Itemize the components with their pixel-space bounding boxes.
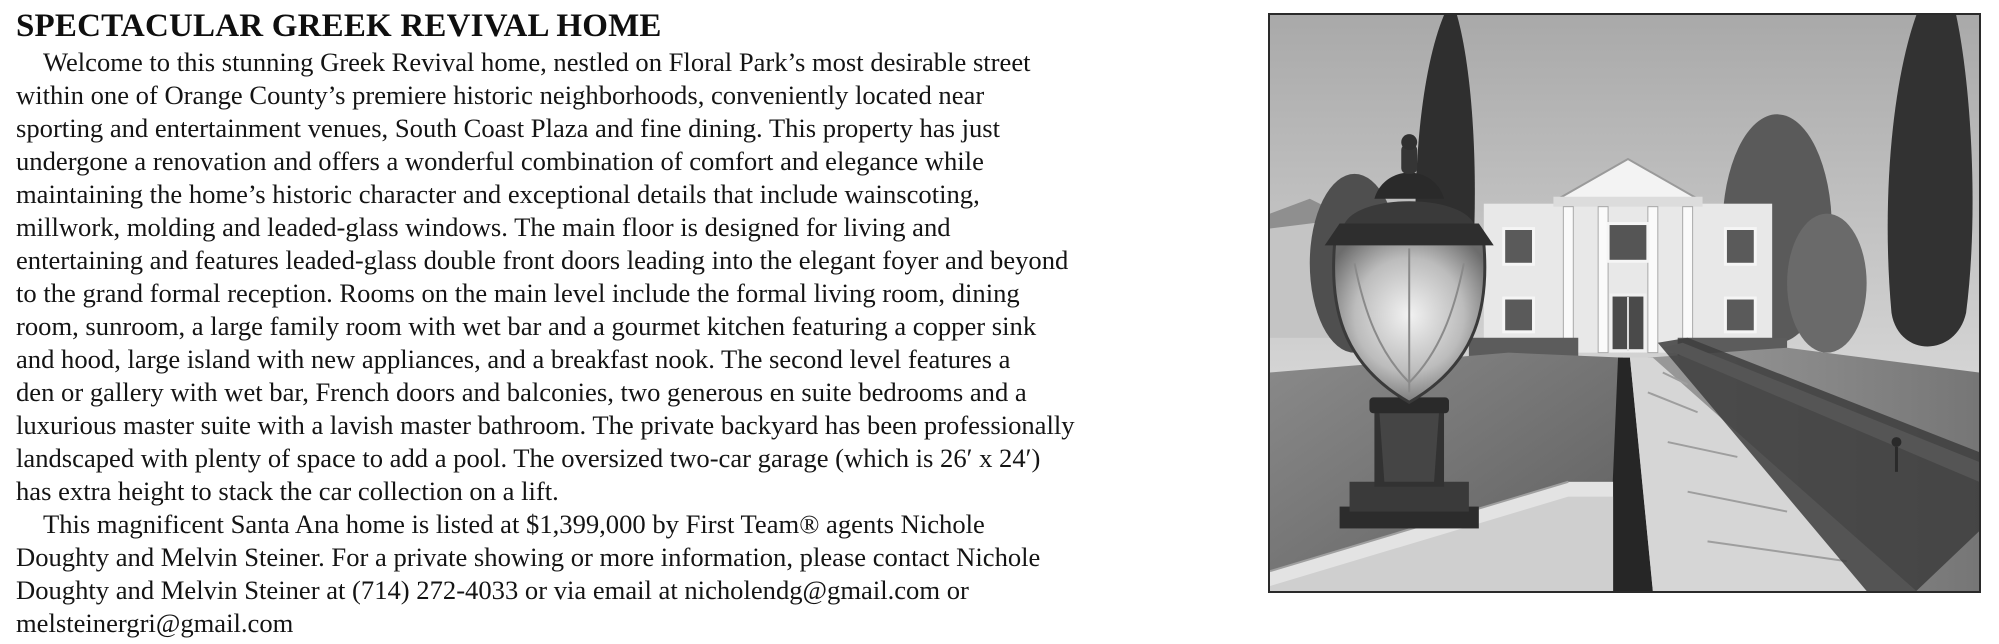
paragraph-line: undergone a renovation and offers a wonderful combination of comfort and elegance while — [16, 146, 984, 176]
paragraph-line: room, sunroom, a large family room with wet bar and a gourmet kitchen featuring a copper sink — [16, 311, 1037, 341]
window — [1725, 298, 1755, 332]
paragraph-line: den or gallery with wet bar, French doors and balconies, two generous en suite bedrooms and a — [16, 377, 1027, 407]
paragraph-line: millwork, molding and leaded-glass windows. The main floor is designed for living and — [16, 212, 951, 242]
column — [1598, 207, 1608, 353]
column — [1563, 207, 1573, 353]
paragraph-line: This magnificent Santa Ana home is listed at $1,399,000 by First Team® agents Nichole — [43, 509, 985, 539]
lantern-cap — [1325, 224, 1494, 246]
article-text-column — [16, 6, 1251, 640]
paragraph-line: maintaining the home’s historic character and exceptional details that include wainscoting, — [16, 179, 980, 209]
window — [1504, 229, 1534, 265]
paragraph-line: sporting and entertainment venues, South Coast Plaza and fine dining. This property has just — [16, 113, 1001, 143]
paragraph-line: entertaining and features leaded-glass double front doors leading into the elegant foyer and beyond — [16, 245, 1069, 275]
paragraph-line: to the grand formal reception. Rooms on the main level include the formal living room, dining — [16, 278, 1020, 308]
article-paragraph-description — [16, 46, 1251, 508]
paragraph-line: melsteinergri@gmail.com — [16, 608, 294, 638]
article-paragraph-listing — [16, 508, 1251, 640]
article-headline: SPECTACULAR GREEK REVIVAL HOME — [16, 8, 662, 44]
window — [1608, 224, 1648, 262]
paragraph-line: landscaped with plenty of space to add a pool. The oversized two-car garage (which is 26′ x 24′) — [16, 443, 1041, 473]
paragraph-line: and hood, large island with new appliances, and a breakfast nook. The second level features a — [16, 344, 1011, 374]
paragraph-line: Doughty and Melvin Steiner at (714) 272-4033 or via email at nicholendg@gmail.com or — [16, 575, 969, 605]
paragraph-line: luxurious master suite with a lavish master bathroom. The private backyard has been professionally — [16, 410, 1075, 440]
paragraph-line: within one of Orange County’s premiere historic neighborhoods, conveniently located near — [16, 80, 985, 110]
paragraph-line: Doughty and Melvin Steiner. For a private showing or more information, please contact Nichole — [16, 542, 1041, 572]
house-photo — [1268, 13, 1981, 593]
paragraph-line: has extra height to stack the car collection on a lift. — [16, 476, 559, 506]
window — [1504, 298, 1534, 332]
house-photo-illustration — [1270, 15, 1979, 591]
tree — [1787, 214, 1867, 353]
window — [1725, 229, 1755, 265]
paragraph-line: Welcome to this stunning Greek Revival home, nestled on Floral Park’s most desirable street — [43, 47, 1031, 77]
column — [1683, 207, 1693, 353]
